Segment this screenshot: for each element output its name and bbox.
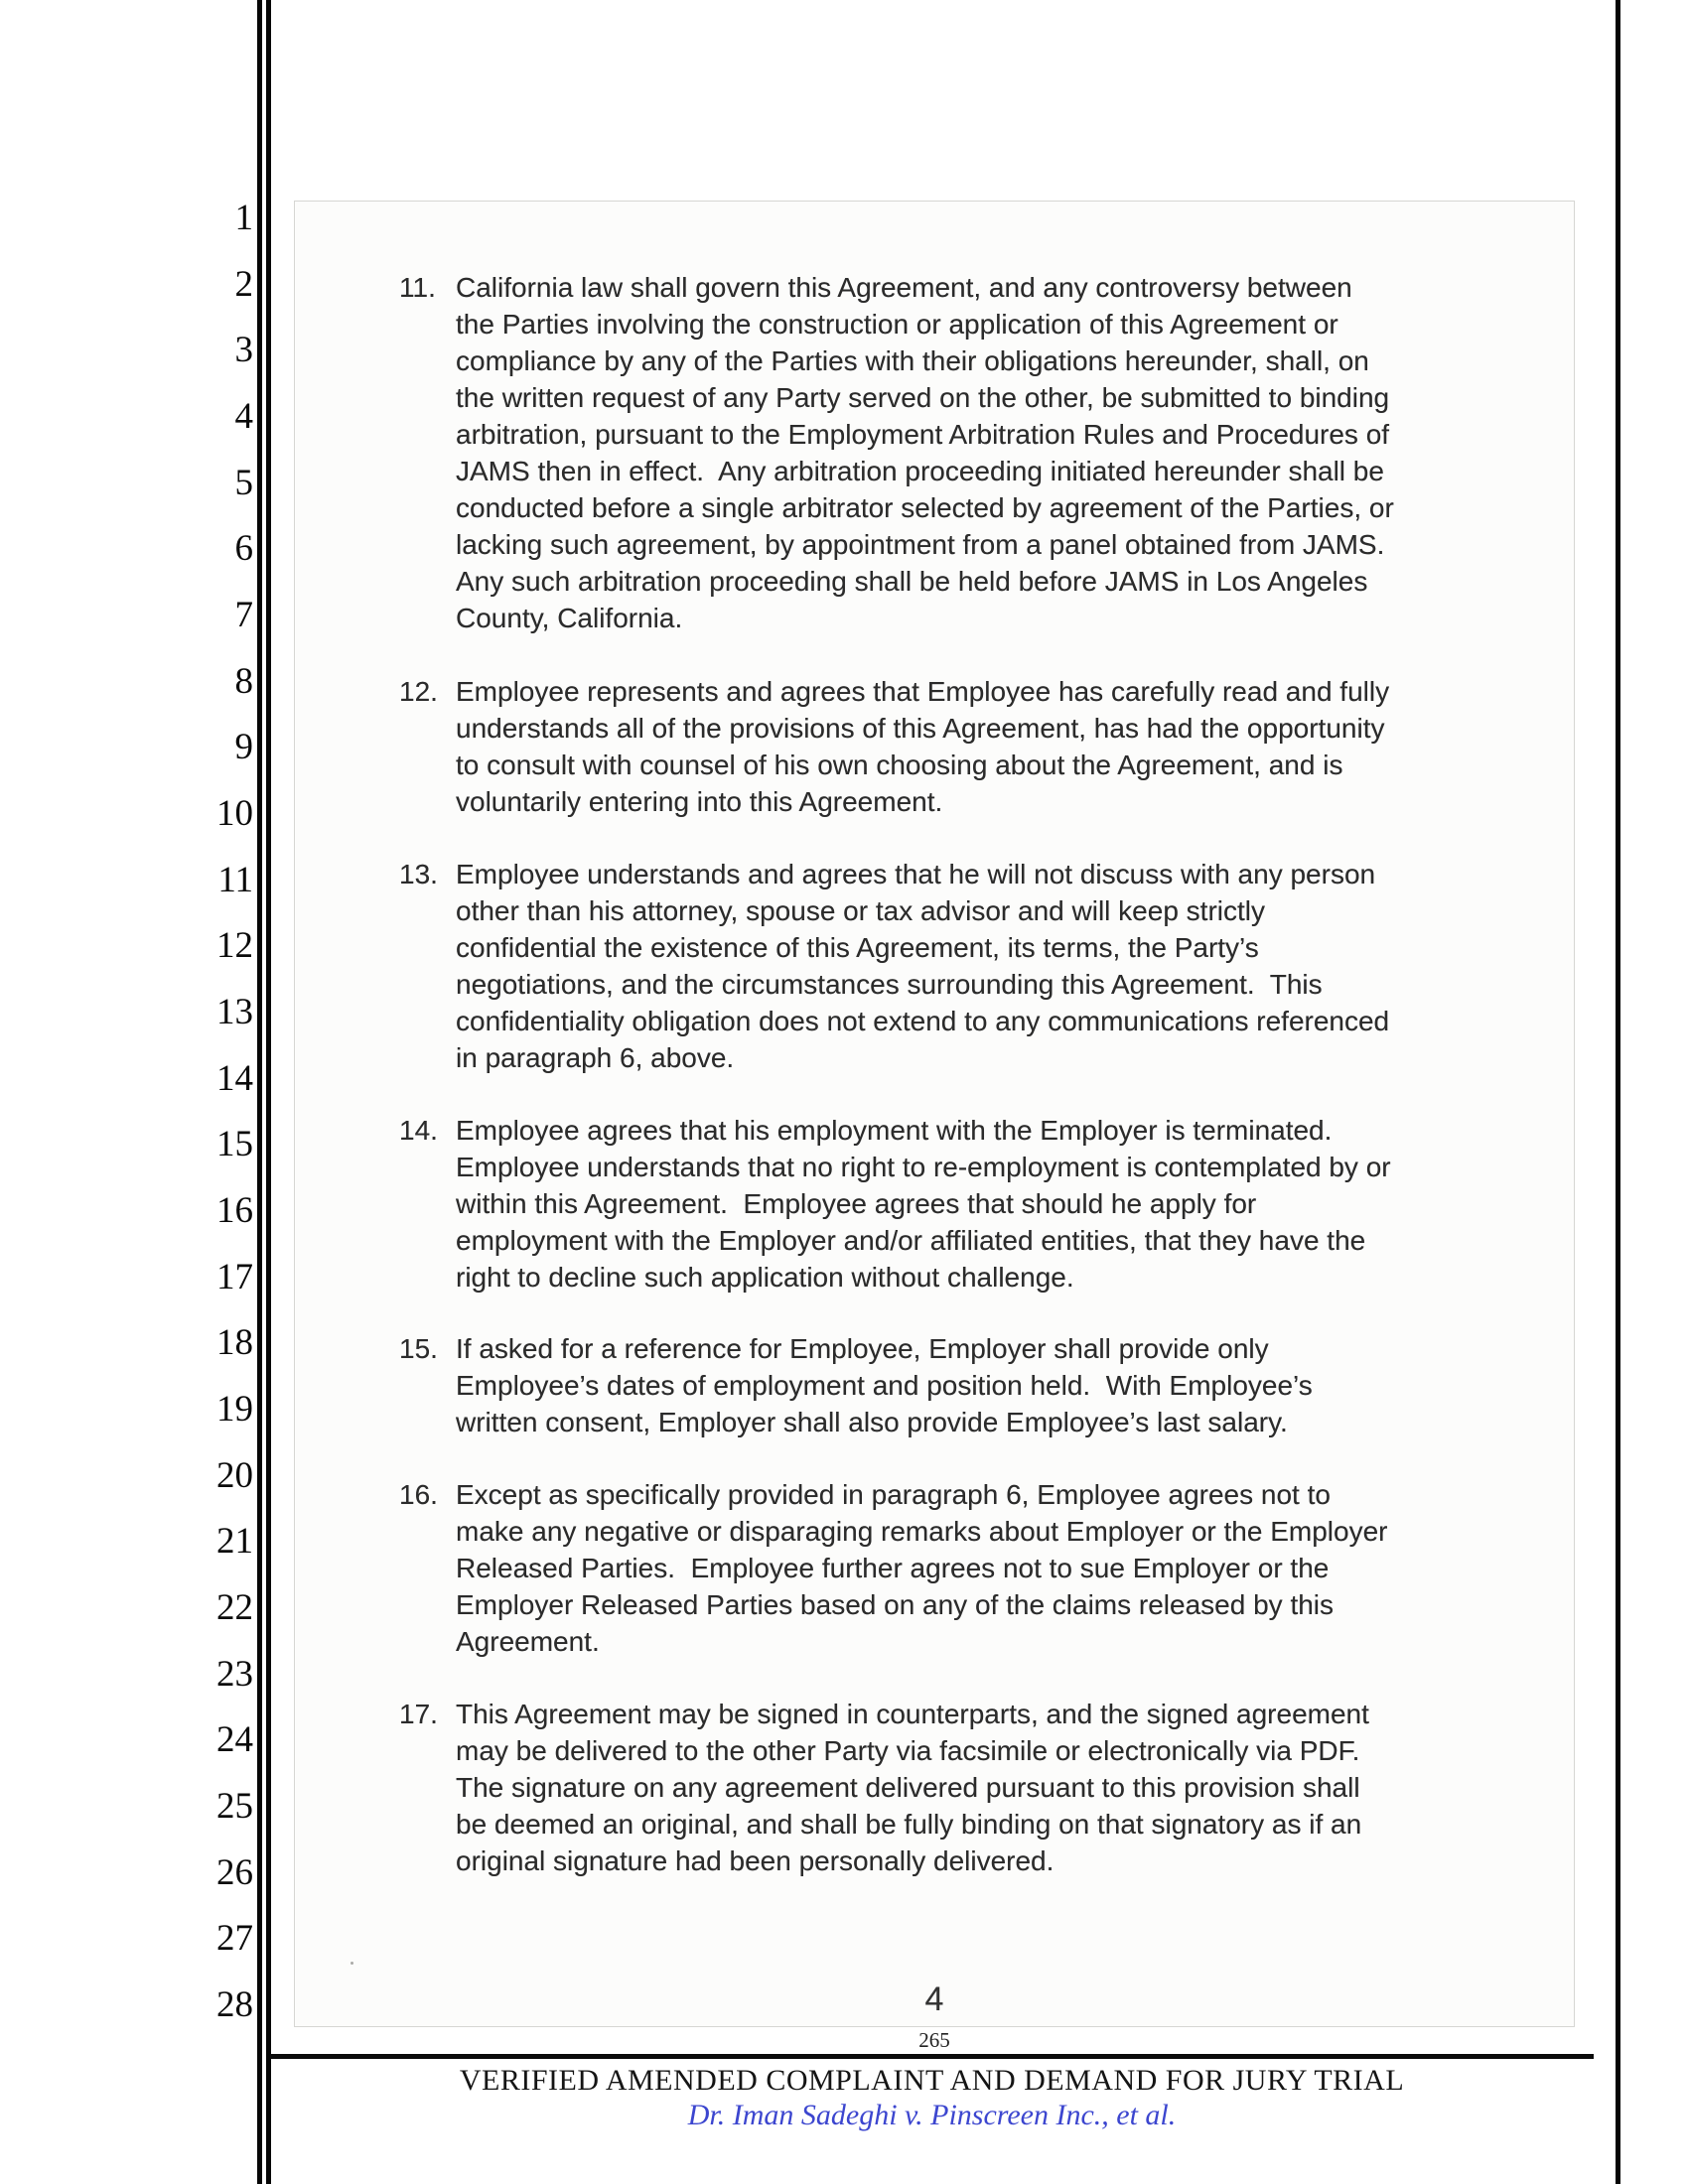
line-number-6: 6	[234, 528, 253, 570]
agreement-paragraph-17	[399, 1696, 1369, 1879]
bates-page-number: 265	[918, 2028, 950, 2052]
paragraph-line: JAMS then in effect. Any arbitration proceeding initiated hereunder shall be	[456, 456, 1384, 486]
scanned-page-number: 4	[924, 1980, 944, 2018]
line-number-3: 3	[234, 330, 253, 371]
paragraph-number: 17.	[399, 1699, 438, 1729]
paragraph-text	[456, 1696, 1369, 1879]
line-number-2: 2	[234, 263, 253, 305]
agreement-paragraph-15	[399, 1330, 1313, 1440]
paragraph-text	[456, 1112, 1391, 1296]
paragraph-line: make any negative or disparaging remarks about Employer or the Employer	[456, 1516, 1388, 1547]
line-number-4: 4	[234, 396, 253, 437]
paragraph-line: written consent, Employer shall also provide Employee’s last salary.	[456, 1407, 1288, 1437]
line-number-22: 22	[216, 1587, 253, 1629]
paragraph-line: the Parties involving the construction or application of this Agreement or	[456, 309, 1338, 340]
paragraph-line: If asked for a reference for Employee, Employer shall provide only	[456, 1333, 1269, 1364]
line-number-9: 9	[234, 727, 253, 768]
line-number-21: 21	[216, 1521, 253, 1563]
line-number-15: 15	[216, 1124, 253, 1165]
paragraph-line: the written request of any Party served on the other, be submitted to binding	[456, 382, 1390, 413]
paragraph-line: confidential the existence of this Agreement, its terms, the Party’s	[456, 932, 1259, 963]
footer-document-title: VERIFIED AMENDED COMPLAINT AND DEMAND FOR JURY TRIAL	[459, 2064, 1405, 2097]
line-number-13: 13	[216, 992, 253, 1033]
agreement-paragraph-16	[399, 1476, 1387, 1660]
line-number-24: 24	[216, 1719, 253, 1761]
agreement-paragraph-14	[399, 1112, 1391, 1296]
line-number-14: 14	[216, 1057, 253, 1099]
paragraph-number: 13.	[399, 859, 438, 889]
paragraph-line: lacking such agreement, by appointment from a panel obtained from JAMS.	[456, 529, 1385, 560]
paragraph-line: negotiations, and the circumstances surrounding this Agreement. This	[456, 969, 1323, 1000]
paragraph-number: 14.	[399, 1115, 438, 1146]
paragraph-line: right to decline such application without challenge.	[456, 1262, 1074, 1293]
line-number-17: 17	[216, 1256, 253, 1297]
line-number-12: 12	[216, 925, 253, 967]
paragraph-number: 15.	[399, 1333, 438, 1364]
paragraph-number: 12.	[399, 676, 438, 707]
line-number-10: 10	[216, 793, 253, 835]
paragraph-line: The signature on any agreement delivered pursuant to this provision shall	[456, 1772, 1360, 1803]
line-number-28: 28	[216, 1984, 253, 2026]
line-number-25: 25	[216, 1786, 253, 1828]
right-margin-rule	[1616, 0, 1620, 2184]
left-double-rule-outer	[257, 0, 262, 2184]
paragraph-line: Employee understands that no right to re-employment is contemplated by or	[456, 1152, 1391, 1182]
paragraph-line: may be delivered to the other Party via facsimile or electronically via PDF.	[456, 1735, 1360, 1766]
paragraph-line: to consult with counsel of his own choosing about the Agreement, and is	[456, 750, 1343, 780]
agreement-paragraph-11	[399, 269, 1394, 636]
paragraph-number: 11.	[399, 272, 436, 303]
paragraph-text	[456, 856, 1389, 1076]
paragraph-line: This Agreement may be signed in counterparts, and the signed agreement	[456, 1699, 1369, 1729]
left-double-rule-inner	[266, 0, 271, 2184]
paragraph-number: 16.	[399, 1479, 438, 1510]
agreement-paragraph-13	[399, 856, 1389, 1076]
paragraph-text	[456, 269, 1394, 636]
paragraph-line: voluntarily entering into this Agreement.	[456, 786, 943, 817]
line-number-1: 1	[234, 198, 253, 238]
paragraph-text	[456, 673, 1389, 820]
paragraph-text	[456, 1330, 1313, 1440]
paragraph-line: confidentiality obligation does not extend to any communications referenced	[456, 1006, 1390, 1036]
line-number-18: 18	[216, 1322, 253, 1364]
line-number-19: 19	[216, 1389, 253, 1431]
paragraph-line: Except as specifically provided in paragraph 6, Employee agrees not to	[456, 1479, 1331, 1510]
paragraph-line: employment with the Employer and/or affiliated entities, that they have the	[456, 1225, 1366, 1256]
line-number-5: 5	[234, 462, 253, 503]
line-number-7: 7	[234, 595, 253, 636]
line-number-23: 23	[216, 1653, 253, 1695]
paragraph-line: County, California.	[456, 603, 683, 633]
paragraph-line: Agreement.	[456, 1626, 600, 1657]
paragraph-line: Employee represents and agrees that Employee has carefully read and fully	[456, 676, 1390, 707]
scan-speck	[351, 1962, 353, 1965]
paragraph-line: understands all of the provisions of this Agreement, has had the opportunity	[456, 713, 1385, 744]
scanned-agreement-page	[294, 201, 1575, 2027]
paragraph-line: original signature had been personally delivered.	[456, 1845, 1055, 1876]
line-number-8: 8	[234, 660, 253, 702]
paragraph-text	[456, 1476, 1387, 1660]
line-number-20: 20	[216, 1454, 253, 1496]
paragraph-line: within this Agreement. Employee agrees that should he apply for	[456, 1188, 1257, 1219]
agreement-paragraph-12	[399, 673, 1389, 820]
paragraph-line: Employee agrees that his employment with the Employer is terminated.	[456, 1115, 1333, 1146]
paragraph-line: Employee’s dates of employment and position held. With Employee’s	[456, 1370, 1313, 1401]
line-number-27: 27	[216, 1918, 253, 1960]
paragraph-line: Employee understands and agrees that he will not discuss with any person	[456, 859, 1376, 889]
footer-separator-rule	[270, 2054, 1594, 2059]
paragraph-line: Released Parties. Employee further agrees not to sue Employer or the	[456, 1553, 1330, 1583]
paragraph-line: Employer Released Parties based on any of the claims released by this	[456, 1589, 1335, 1620]
line-number-16: 16	[216, 1190, 253, 1232]
footer-case-name: Dr. Iman Sadeghi v. Pinscreen Inc., et al.	[687, 2099, 1177, 2131]
paragraph-line: other than his attorney, spouse or tax advisor and will keep strictly	[456, 895, 1265, 926]
paragraph-line: be deemed an original, and shall be fully binding on that signatory as if an	[456, 1809, 1362, 1840]
paragraph-line: Any such arbitration proceeding shall be held before JAMS in Los Angeles	[456, 566, 1368, 597]
paragraph-line: conducted before a single arbitrator selected by agreement of the Parties, or	[456, 492, 1394, 523]
paragraph-line: California law shall govern this Agreement, and any controversy between	[456, 272, 1352, 303]
line-number-26: 26	[216, 1851, 253, 1893]
paragraph-line: arbitration, pursuant to the Employment Arbitration Rules and Procedures of	[456, 419, 1390, 450]
paragraph-line: in paragraph 6, above.	[456, 1042, 735, 1073]
paragraph-line: compliance by any of the Parties with their obligations hereunder, shall, on	[456, 345, 1369, 376]
line-number-11: 11	[217, 859, 253, 900]
